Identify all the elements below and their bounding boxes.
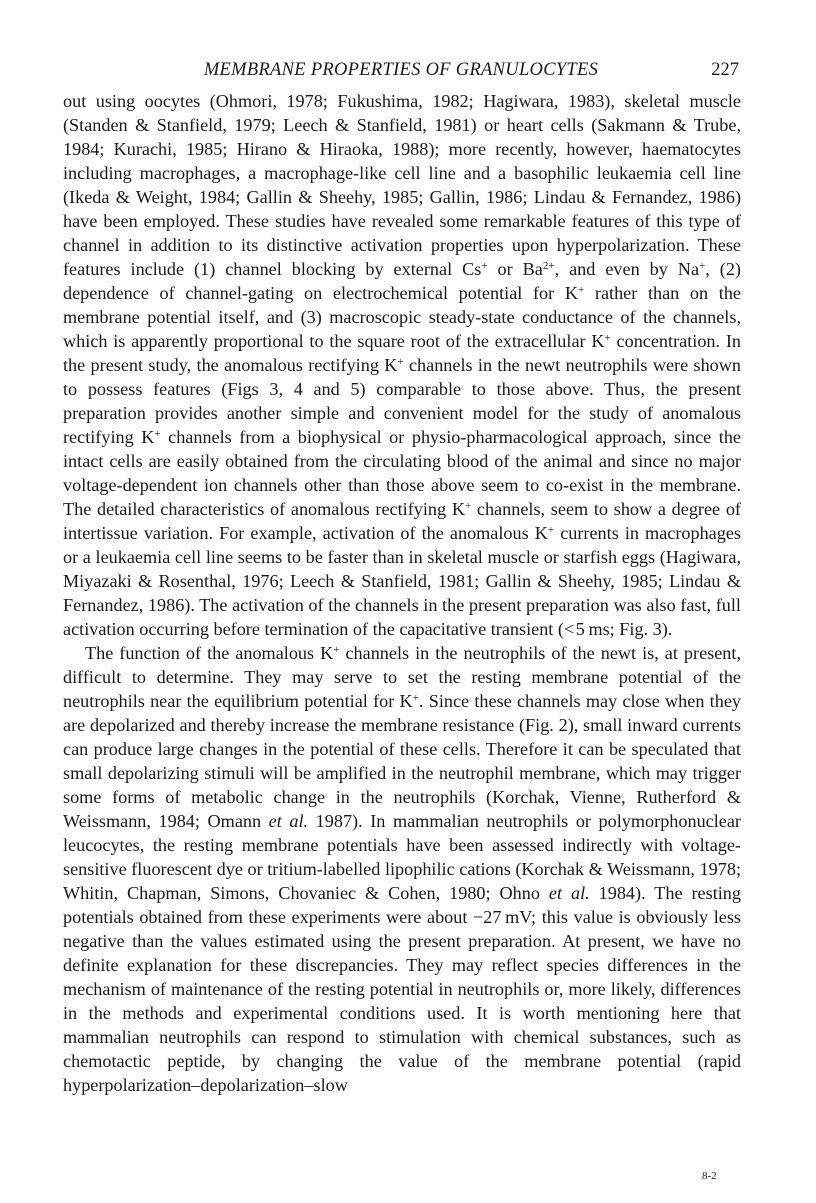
page-number: 227 bbox=[711, 60, 739, 80]
signature-mark: 8-2 bbox=[702, 1170, 717, 1182]
paragraph-2: The function of the anomalous K+ channels in the neutrophils of the newt is, at present, difficult to determine. They may serve to set the resting membrane potential of the neutrophils near the equilibrium potential for K+. Since these channels may close when they are depolarized and thereby increase the membrane resistance (Fig. 2), small inward currents can produce large changes in the potential of these cells. Therefore it can be speculated that small depolarizing stimuli will be amplified in the neutrophil membrane, which may trigger some forms of metabolic change in the neutrophils (Korchak, Vienne, Rutherford & Weissmann, 1984; Omann et al. 1987). In mammalian neutrophils or polymorphonuclear leucocytes, the resting membrane potentials have been assessed indirectly with voltage-sensitive fluorescent dye or tritium-labelled lipophilic cations (Korchak & Weissmann, 1978; Whitin, Chapman, Simons, Chovaniec & Cohen, 1980; Ohno et al. 1984). The resting potentials obtained from these experiments were about −27 mV; this value is obviously less negative than the values estimated using the present preparation. At present, we have no definite explanation for these discrepancies. They may reflect species differences in the mechanism of maintenance of the resting potential in neutrophils or, more likely, differences in the methods and experimental conditions used. It is worth mentioning here that mammalian neutrophils can respond to stimulation with chemical substances, such as chemotactic peptide, by changing the value of the membrane potential (rapid hyperpolarization–depolarization–slow bbox=[63, 643, 741, 1095]
running-title: MEMBRANE PROPERTIES OF GRANULOCYTES bbox=[203, 60, 599, 80]
paragraph-1: out using oocytes (Ohmori, 1978; Fukushima, 1982; Hagiwara, 1983), skeletal muscle (Standen & Stanfield, 1979; Leech & Stanfield, 1981) or heart cells (Sakmann & Trube, 1984; Kurachi, 1985; Hirano & Hiraoka, 1988); more recently, however, haematocytes including macrophages, a macrophage-like cell line and a basophilic leukaemia cell line (Ikeda & Weight, 1984; Gallin & Sheehy, 1985; Gallin, 1986; Lindau & Fernandez, 1986) have been employed. These studies have revealed some remarkable features of this type of channel in addition to its distinctive activation properties upon hyperpolarization. These features include (1) channel blocking by external Cs+ or $Ba^{2+}$, and even by Na+, (2) dependence of channel-gating on electrochemical potential for K+ rather than on the membrane potential itself, and (3) macroscopic steady-state conductance of the channels, which is apparently proportional to the square root of the extracellular K+ concentration. In the present study, the anomalous rectifying K+ channels in the newt neutrophils were shown to possess features (Figs 3, 4 and 5) comparable to those above. Thus, the present preparation provides another simple and convenient model for the study of anomalous rectifying K+ channels from a biophysical or physio-pharmacological approach, since the intact cells are easily obtained from the circulating blood of the animal and since no major voltage-dependent ion channels other than those above seem to co-exist in the membrane. The detailed characteristics of anomalous rectifying K+ channels, seem to show a degree of intertissue variation. For example, activation of the anomalous K+ currents in macrophages or a leukaemia cell line seems to be faster than in skeletal muscle or starfish eggs (Hagiwara, Miyazaki & Rosenthal, 1976; Leech & Stanfield, 1981; Gallin & Sheehy, 1985; Lindau & Fernandez, 1986). The activation of the channels in the present preparation was also fast, full activation occurring before termination of the capacitative transient (< 5 ms; Fig. 3). bbox=[63, 91, 742, 639]
body-text bbox=[63, 89, 741, 1097]
page-header bbox=[63, 60, 739, 84]
